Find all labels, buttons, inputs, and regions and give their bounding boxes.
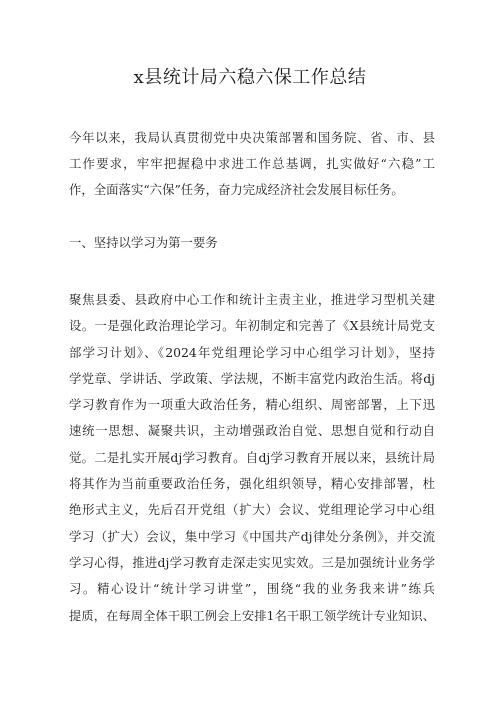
paragraph-line: 工作要求，牢牢把握稳中求进工作总基调，扎实做好“六稳”工: [69, 156, 435, 171]
paragraph-line: 部学习计划》、《2024年党组理论学习中心组学习计划》，坚持: [69, 344, 435, 360]
section-heading: 一、坚持以学习为第一要务: [69, 235, 218, 250]
paragraph-line: 学党章、学讲话、学政策、学法规，不断丰富党内政治生活。将dj: [69, 370, 435, 386]
document-title: x县统计局六稳六保工作总结: [133, 67, 367, 88]
paragraph-line: 学习教育作为一项重大政治任务，精心组织、周密部署，上下迅: [69, 397, 435, 413]
paragraph-line: 设。一是强化政治理论学习。年初制定和完善了《X县统计局党支: [69, 318, 435, 334]
paragraph-line: 聚焦县委、县政府中心工作和统计主责主业，推进学习型机关建: [69, 292, 435, 307]
paragraph-line: 觉。二是扎实开展dj学习教育。自dj学习教育开展以来，县统计局: [69, 449, 435, 465]
intro-paragraph: [69, 125, 435, 203]
paragraph-line: 将其作为当前重要政治任务，强化组织领导，精心安排部署，杜: [69, 476, 435, 492]
paragraph-line: 作，全面落实“六保”任务，奋力完成经济社会发展目标任务。: [69, 182, 404, 197]
paragraph-line: 速统一思想、凝聚共识，主动增强政治自觉、思想自觉和行动自: [69, 423, 435, 439]
paragraph-line: 今年以来，我局认真贯彻党中央决策部署和国务院、省、市、县: [69, 130, 435, 145]
paragraph-line: 学习（扩大）会议，集中学习《中国共产dj律处分条例》，并交流: [69, 528, 435, 544]
body-paragraph: [69, 287, 435, 629]
paragraph-line: 学习心得，推进dj学习教育走深走实见实效。三是加强统计业务学: [69, 554, 435, 570]
paragraph-line: 习。精心设计“统计学习讲堂”，围绕“我的业务我来讲”练兵: [69, 581, 435, 597]
paragraph-line: 绝形式主义，先后召开党组（扩大）会议、党组理论学习中心组: [69, 502, 435, 518]
paragraph-line: 提质，在每周全体干职工例会上安排1名干职工领学统计专业知识、: [69, 608, 435, 623]
